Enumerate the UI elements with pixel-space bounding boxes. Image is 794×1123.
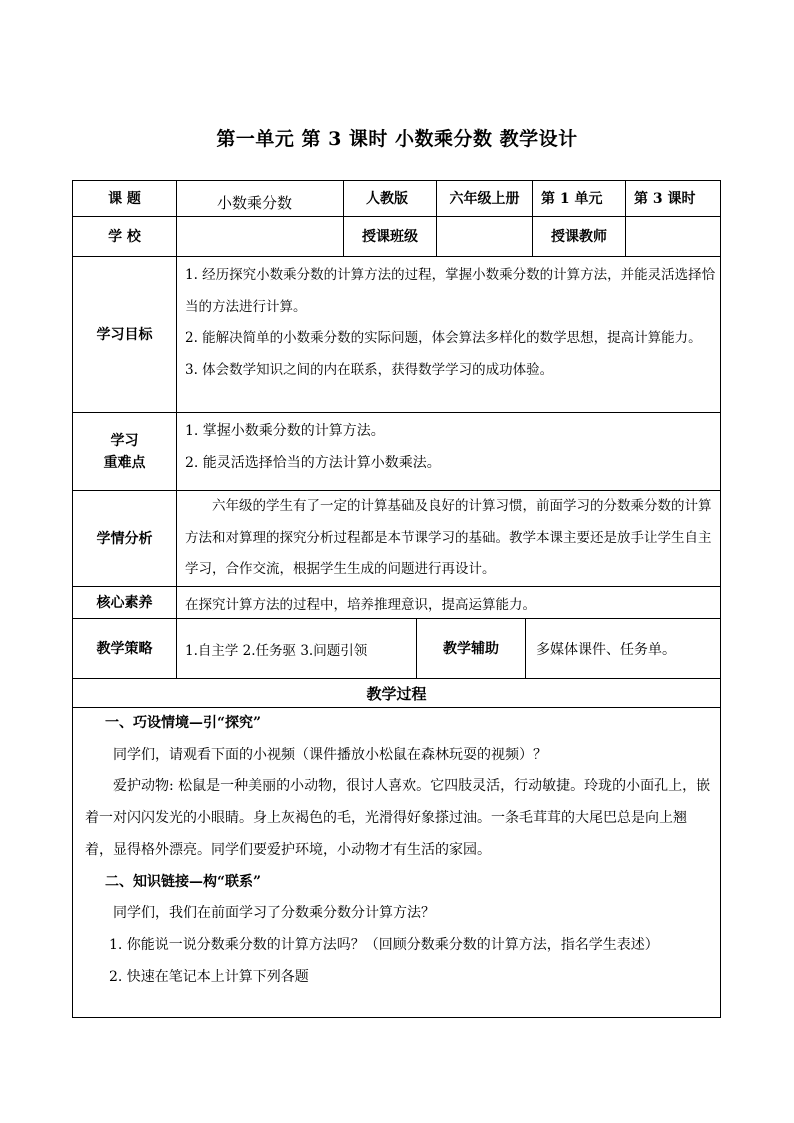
teaching-aid-text: 多媒体课件、任务单。 bbox=[536, 641, 676, 658]
school-value bbox=[177, 217, 344, 256]
class-label: 授课班级 bbox=[344, 217, 437, 256]
topic-label: 课 题 bbox=[73, 181, 177, 216]
objectives-content bbox=[177, 257, 722, 412]
strategy-label: 教学策略 bbox=[73, 619, 177, 678]
strategy-text: 1.自主学 2.任务驱 3.问题引领 bbox=[177, 619, 417, 678]
objective-item: 3. 体会数学知识之间的内在联系，获得数学学习的成功体验。 bbox=[185, 361, 554, 378]
process-body bbox=[73, 708, 720, 993]
key-points-label-line2: 重难点 bbox=[103, 454, 146, 471]
section1-paragraph: 爱护动物: 松鼠是一种美丽的小动物，很讨人喜欢。它四肢灵活，行动敏捷。玲珑的小面孔上，嵌着一对闪闪发光的小眼睛。身上灰褐色的毛，光滑得好象搽过油。一条毛茸茸的大尾巴总是向上翘着，显得格外漂亮。同学们要爱护环境，小动物才有生活的家园。 bbox=[85, 778, 711, 858]
key-points-label bbox=[73, 413, 177, 490]
teaching-aid-label: 教学辅助 bbox=[417, 619, 526, 678]
unit: 第 1 单元 bbox=[533, 181, 626, 216]
teacher-label: 授课教师 bbox=[533, 217, 626, 256]
class-value bbox=[437, 217, 533, 256]
section1-paragraph: 同学们，请观看下面的小视频（课件播放小松鼠在森林玩耍的视频）？ bbox=[113, 746, 547, 763]
section2-title: 二、知识链接—构“联系” bbox=[105, 873, 262, 890]
literacy-label: 核心素养 bbox=[73, 587, 177, 618]
document-title: 第一单元 第 3 课时 小数乘分数 教学设计 bbox=[216, 128, 578, 150]
section1-title: 一、巧设情境—引“探究” bbox=[105, 715, 262, 731]
objective-item: 1. 经历探究小数乘分数的计算方法的过程，掌握小数乘分数的计算方法，并能灵活选择恰当的方法进行计算。 bbox=[185, 267, 716, 315]
table-row-literacy bbox=[73, 587, 720, 619]
teacher-value bbox=[626, 217, 722, 256]
objective-item: 2. 能解决简单的小数乘分数的实际问题，体会算法多样化的数学思想，提高计算能力。 bbox=[185, 330, 702, 346]
key-point-item: 2. 能灵活选择恰当的方法计算小数乘法。 bbox=[185, 454, 441, 471]
lesson-plan-table bbox=[72, 180, 721, 1018]
topic-value: 小数乘分数 bbox=[177, 181, 344, 216]
key-point-item: 1. 掌握小数乘分数的计算方法。 bbox=[185, 423, 385, 439]
analysis-content bbox=[177, 491, 722, 586]
section2-paragraph: 同学们，我们在前面学习了分数乘分数分计算方法？ bbox=[113, 905, 435, 922]
edition: 人教版 bbox=[344, 181, 437, 216]
school-label: 学 校 bbox=[73, 217, 177, 256]
table-row-school bbox=[73, 217, 720, 257]
key-points-label-line1: 学习 bbox=[110, 432, 139, 449]
objectives-label: 学习目标 bbox=[73, 257, 177, 412]
table-row-objectives bbox=[73, 257, 720, 413]
table-row-topic bbox=[73, 181, 720, 217]
table-row-analysis bbox=[73, 491, 720, 587]
section2-list-item: 1. 你能说一说分数乘分数的计算方法吗？（回顾分数乘分数的计算方法，指名学生表述） bbox=[109, 936, 659, 953]
table-row-strategy bbox=[73, 619, 720, 679]
literacy-text: 在探究计算方法的过程中，培养推理意识，提高运算能力。 bbox=[185, 596, 536, 613]
analysis-text: 六年级的学生有了一定的计算基础及良好的计算习惯，前面学习的分数乘分数的计算方法和对算理的探究分析过程都是本节课学习的基础。教学本课主要还是放手让学生自主学习，合作交流，根据学生生成的问题进行再设计。 bbox=[185, 498, 712, 577]
table-row-key-points bbox=[73, 413, 720, 491]
analysis-label: 学情分析 bbox=[73, 491, 177, 586]
lesson-number: 第 3 课时 bbox=[634, 190, 696, 207]
grade: 六年级上册 bbox=[437, 181, 533, 216]
process-heading: 教学过程 bbox=[73, 679, 720, 708]
section2-list-item: 2. 快速在笔记本上计算下列各题 bbox=[109, 968, 309, 985]
key-points-content bbox=[177, 413, 722, 490]
